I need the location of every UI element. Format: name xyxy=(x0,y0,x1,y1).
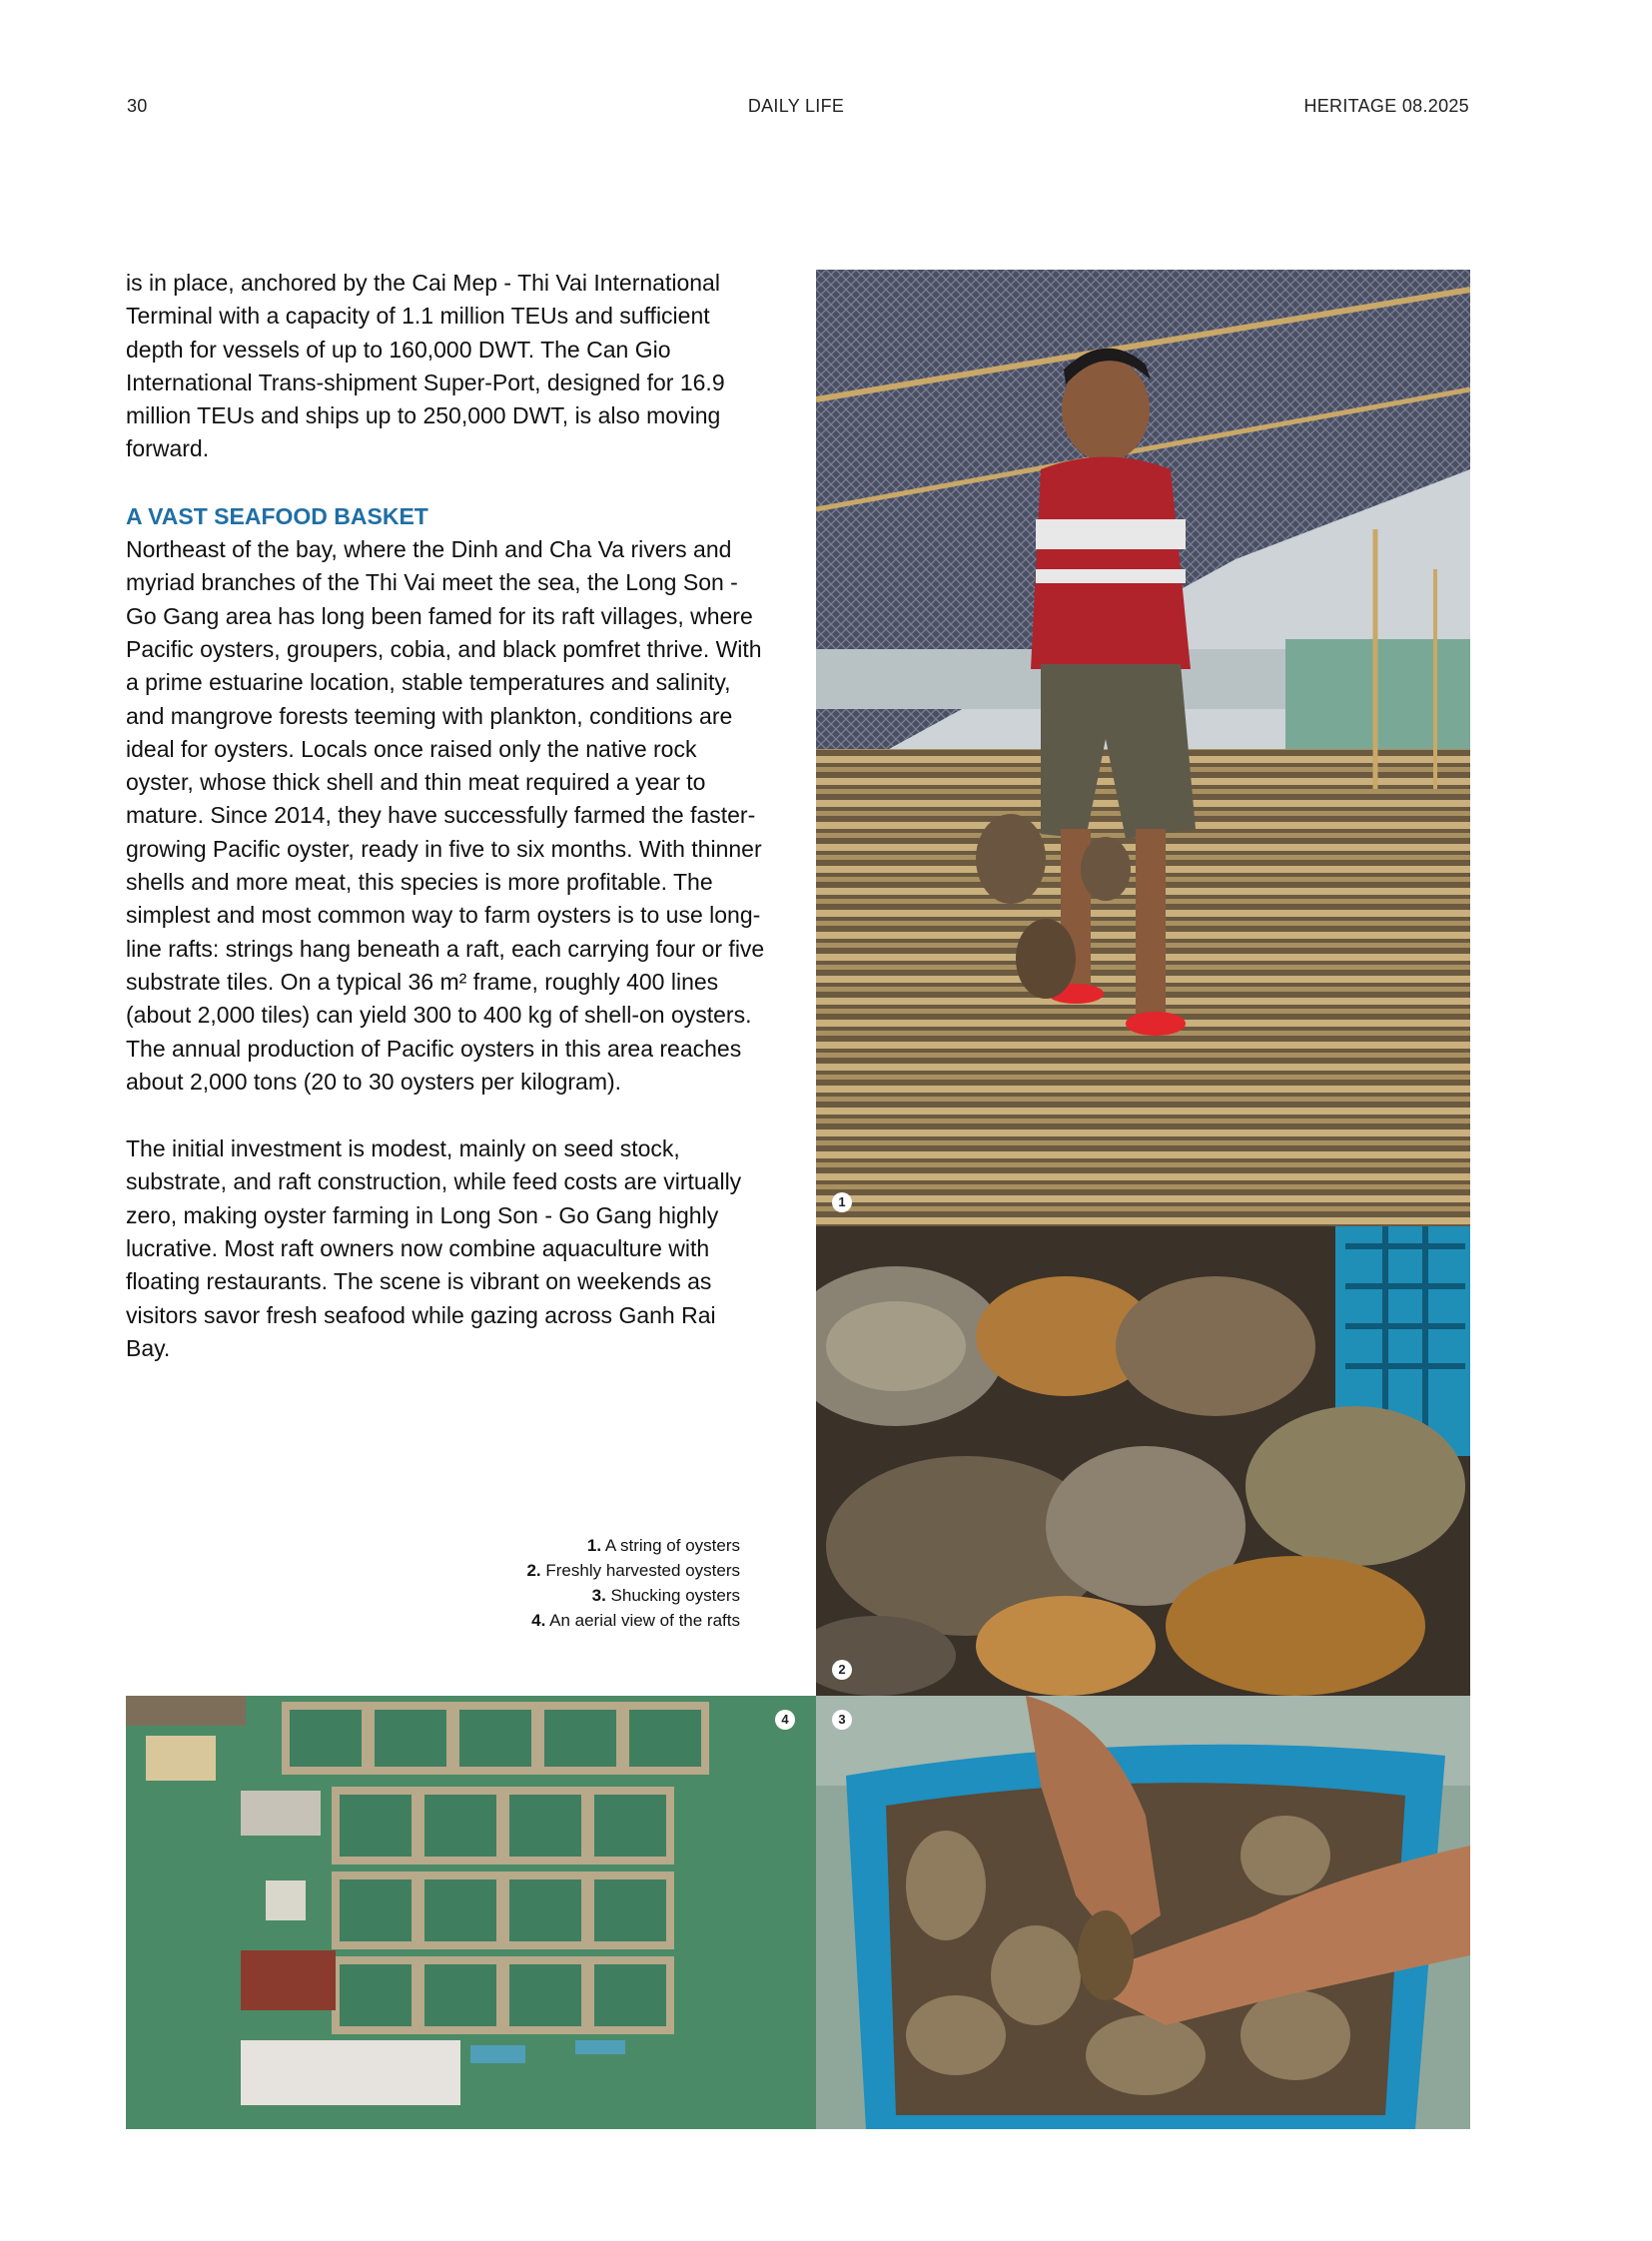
caption-3: 3. Shucking oysters xyxy=(591,1586,740,1605)
photo-shucking-oysters xyxy=(816,1696,1470,2129)
body-paragraph-3: The initial investment is modest, mainly on seed stock, substrate, and raft construction, while feed costs are virtually zero, making oyster farming in Long Son - Go Gang highly lucrative. Most raft owners now combine aquaculture with floating restaurants. The scene is vibrant on weekends as visitors savor fresh seafood while gazing across Ganh Rai Bay. xyxy=(126,1135,742,1361)
photo-captions xyxy=(526,1533,740,1633)
photo-number-badge: 2 xyxy=(832,1660,852,1680)
caption-4: 4. An aerial view of the rafts xyxy=(531,1611,740,1630)
photo-harvested-oysters xyxy=(816,1226,1470,1696)
section-subheading: A VAST SEAFOOD BASKET xyxy=(126,502,428,529)
intro-paragraph: is in place, anchored by the Cai Mep - Thi Vai International Terminal with a capacity of 1.1 million TEUs and sufficient depth for vessels of up to 160,000 DWT. The Can Gio International Trans-shipment Super-Port, designed for 16.9 million TEUs and ships up to 250,000 DWT, is also moving forward. xyxy=(126,270,725,462)
page-number: 30 xyxy=(127,96,148,116)
caption-2: 2. Freshly harvested oysters xyxy=(526,1561,740,1580)
photo-oyster-string xyxy=(816,270,1470,1226)
article-body xyxy=(126,267,765,1365)
photo-number-badge: 1 xyxy=(832,1192,852,1212)
section-label: DAILY LIFE xyxy=(747,96,845,116)
photo-aerial-rafts xyxy=(126,1696,816,2129)
issue-label: HERITAGE 08.2025 xyxy=(1303,96,1469,116)
caption-1: 1. A string of oysters xyxy=(586,1536,740,1555)
photo-number-badge: 3 xyxy=(832,1710,852,1730)
photo-number-badge: 4 xyxy=(775,1710,795,1730)
body-paragraph-2: Northeast of the bay, where the Dinh and Cha Va rivers and myriad branches of the Thi Vai meet the sea, the Long Son - Go Gang area has long been famed for its raft villages, where Pacific oysters, groupers, cobia, and black pomfret thrive. With a prime estuarine location, stable temperatures and salinity, and mangrove forests teeming with plankton, conditions are ideal for oysters. Locals once raised only the native rock oyster, whose thick shell and thin meat required a year to mature. Since 2014, they have successfully farmed the faster-growing Pacific oyster, ready in five to six months. With thinner shells and more meat, this species is more profitable. The simplest and most common way to farm oysters is to use long-line rafts: strings hang beneath a raft, each carrying four or five substrate tiles. On a typical 36 m² frame, roughly 400 lines (about 2,000 tiles) can yield 300 to 400 kg of shell-on oysters. The annual production of Pacific oysters in this area reaches about 2,000 tons (20 to 30 oysters per kilogram). xyxy=(126,536,765,1095)
